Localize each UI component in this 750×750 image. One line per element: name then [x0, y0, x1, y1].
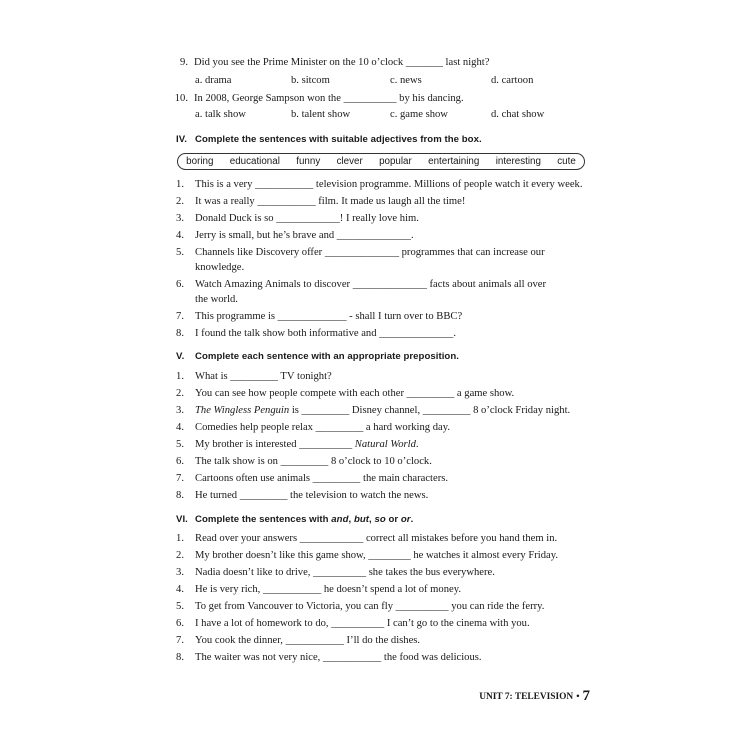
item-number: 4.: [176, 230, 184, 241]
separator: .: [410, 514, 414, 525]
option: b. sitcom: [291, 75, 330, 86]
item-number: 8.: [176, 328, 184, 339]
section-numeral: VI.: [176, 514, 188, 525]
section-heading-v: [176, 351, 459, 362]
question-text: Did you see the Prime Minister on the 10 o’clock _______ last night?: [194, 57, 490, 68]
question-text: In 2008, George Sampson won the __________ by his dancing.: [194, 93, 464, 104]
item-text: He is very rich, ___________ he doesn’t spend a lot of money.: [195, 584, 461, 595]
item-number: 4.: [176, 422, 184, 433]
item-text: This is a very ___________ television programme. Millions of people watch it every week.: [195, 179, 583, 190]
word-box-item: popular: [379, 156, 412, 167]
question-number: 10.: [174, 93, 188, 104]
item-number: 6.: [176, 456, 184, 467]
keyword: so: [374, 514, 386, 525]
item-text: You cook the dinner, ___________ I’ll do the dishes.: [195, 635, 421, 646]
word-box: [177, 153, 585, 170]
keyword: and: [331, 514, 349, 525]
option: b. talent show: [291, 109, 351, 120]
unit-label: UNIT 7: TELEVISION: [479, 692, 574, 702]
item-text: Watch Amazing Animals to discover ______________ facts about animals all over: [195, 279, 547, 290]
separator: ,: [369, 514, 375, 525]
item-number: 8.: [176, 652, 184, 663]
item-number: 3.: [176, 567, 184, 578]
programme-title: Natural World: [354, 439, 416, 450]
word-box-item: cute: [557, 156, 576, 167]
item-number: 2.: [176, 388, 184, 399]
separator: or: [385, 514, 401, 525]
item-text: [195, 404, 570, 417]
section-numeral: V.: [176, 351, 185, 362]
item-text: I found the talk show both informative and ______________.: [195, 328, 456, 339]
item-number: 5.: [176, 439, 184, 450]
item-text: This programme is _____________ - shall I turn over to BBC?: [195, 311, 463, 322]
item-text: Jerry is small, but he’s brave and ______________.: [195, 230, 414, 241]
item-text: You can see how people compete with each other _________ a game show.: [195, 388, 515, 399]
page-footer: [479, 688, 590, 705]
item-text: [195, 438, 419, 451]
item-text: I have a lot of homework to do, __________ I can’t go to the cinema with you.: [195, 618, 530, 629]
section-numeral: IV.: [176, 134, 187, 145]
item-number: 3.: [176, 213, 184, 224]
item-text-rest: is _________ Disney channel, _________ 8 o’clock Friday night.: [289, 405, 571, 416]
item-text: the world.: [195, 294, 238, 305]
item-number: 7.: [176, 473, 184, 484]
item-text: He turned _________ the television to watch the news.: [195, 490, 429, 501]
item-text: The waiter was not very nice, ___________ the food was delicious.: [195, 652, 482, 663]
word-box-item: interesting: [495, 156, 541, 167]
section-heading-iv: [176, 134, 482, 145]
item-text: Nadia doesn’t like to drive, __________ she takes the bus everywhere.: [195, 567, 495, 578]
word-box-item: clever: [336, 156, 363, 167]
item-number: 2.: [176, 550, 184, 561]
item-text: Read over your answers ____________ correct all mistakes before you hand them in.: [195, 533, 558, 544]
question-number: 9.: [180, 57, 188, 68]
word-box-item: funny: [296, 156, 321, 167]
item-text: Comedies help people relax _________ a hard working day.: [195, 422, 450, 433]
item-text-start: My brother is interested __________: [195, 439, 355, 450]
item-text: My brother doesn’t like this game show, ________ he watches it almost every Friday.: [195, 550, 558, 561]
item-number: 3.: [176, 405, 184, 416]
section-title: Complete each sentence with an appropriate preposition.: [195, 351, 459, 362]
item-text: knowledge.: [195, 262, 245, 273]
item-text: Cartoons often use animals _________ the main characters.: [195, 473, 449, 484]
programme-title: The Wingless Penguin: [195, 405, 290, 416]
item-number: 2.: [176, 196, 184, 207]
option: c. game show: [390, 109, 448, 120]
item-number: 8.: [176, 490, 184, 501]
section-heading-vi: [176, 514, 413, 525]
separator: ,: [348, 514, 354, 525]
option: d. chat show: [491, 109, 545, 120]
item-text: Channels like Discovery offer ______________ programmes that can increase our: [195, 247, 545, 258]
section-title: Complete the sentences with suitable adjectives from the box.: [195, 134, 482, 145]
option: a. talk show: [195, 109, 246, 120]
item-text: To get from Vancouver to Victoria, you can fly __________ you can ride the ferry.: [195, 601, 545, 612]
word-box-item: entertaining: [428, 156, 480, 167]
item-number: 4.: [176, 584, 184, 595]
option: c. news: [390, 75, 422, 86]
item-number: 7.: [176, 635, 184, 646]
section-title: Complete the sentences with: [195, 514, 332, 525]
item-number: 1.: [176, 179, 184, 190]
item-number: 6.: [176, 279, 184, 290]
option: a. drama: [195, 75, 232, 86]
keyword: but: [353, 514, 370, 525]
item-number: 7.: [176, 311, 184, 322]
word-box-item: educational: [229, 156, 280, 167]
item-text: The talk show is on _________ 8 o’clock to 10 o’clock.: [195, 456, 432, 467]
item-text: What is _________ TV tonight?: [195, 371, 332, 382]
bullet: •: [576, 692, 580, 702]
item-number: 5.: [176, 601, 184, 612]
option: d. cartoon: [491, 75, 534, 86]
item-text: It was a really ___________ film. It made us laugh all the time!: [195, 196, 466, 207]
item-text-end: .: [415, 439, 419, 450]
item-number: 6.: [176, 618, 184, 629]
page-number: 7: [582, 688, 590, 704]
item-number: 1.: [176, 533, 184, 544]
keyword: or: [400, 514, 411, 525]
item-text: Donald Duck is so ____________! I really love him.: [195, 213, 419, 224]
word-box-item: boring: [186, 156, 214, 167]
item-number: 1.: [176, 371, 184, 382]
item-number: 5.: [176, 247, 184, 258]
